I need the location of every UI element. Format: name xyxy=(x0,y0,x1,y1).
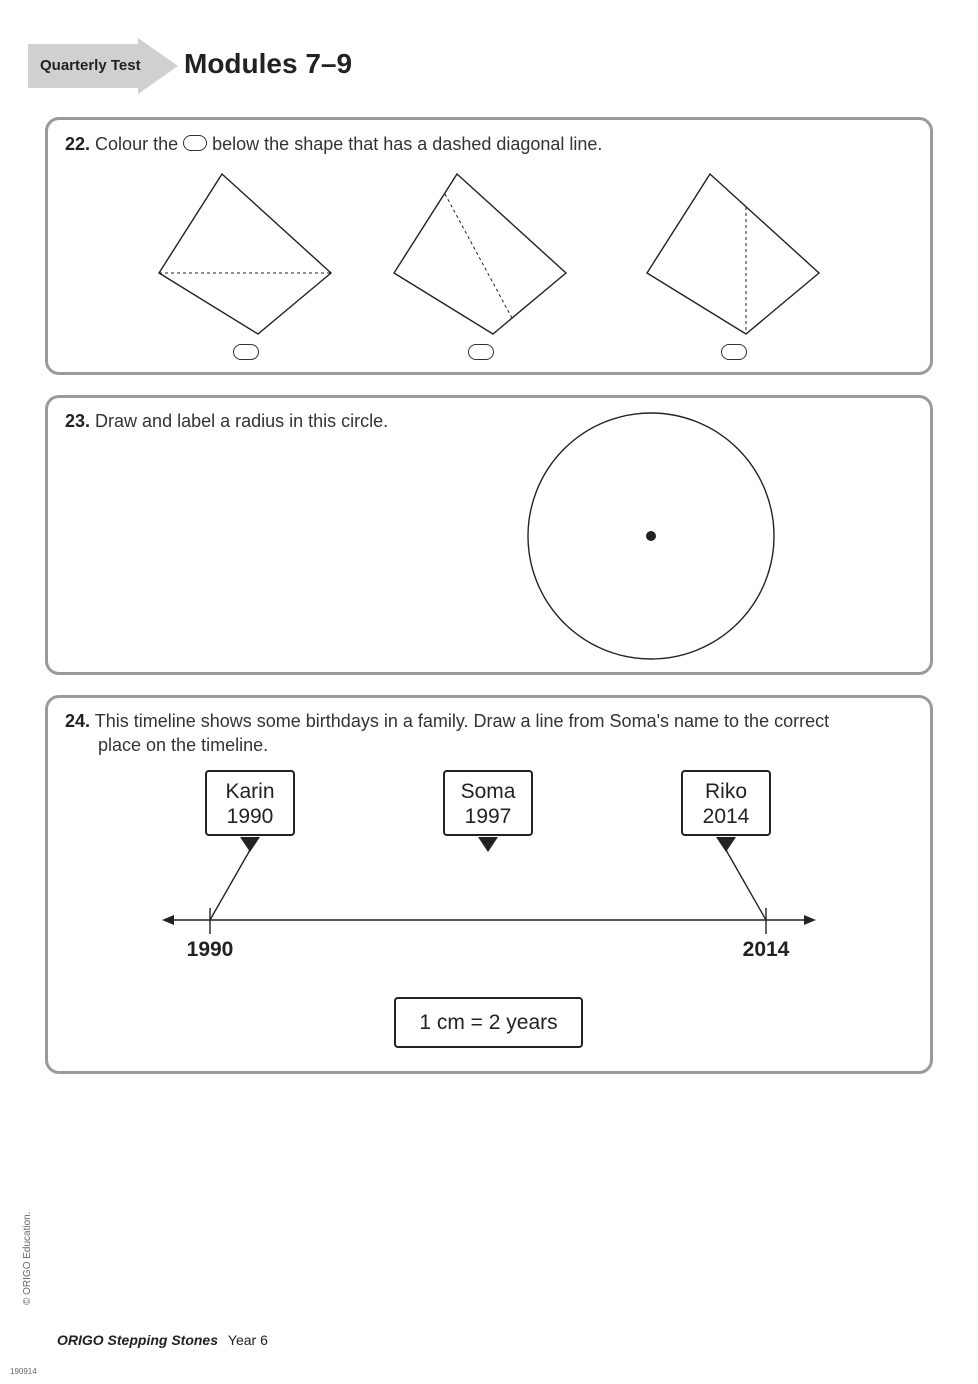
question-23-text: 23. Draw and label a radius in this circle. xyxy=(65,411,389,431)
copyright: © ORIGO Education. xyxy=(22,1211,33,1305)
timeline-left-arrow xyxy=(162,915,174,925)
riko-pointer xyxy=(716,837,736,852)
question-24-text: 24. This timeline shows some birthdays in a family. Draw a line from Soma's name to the correct xyxy=(65,711,830,731)
question-23-number: 23. xyxy=(65,411,91,431)
riko-label: Riko 2014 xyxy=(681,770,771,836)
header-tag: Quarterly Test xyxy=(40,57,141,74)
question-24-number: 24. xyxy=(65,711,91,731)
scale-box: 1 cm = 2 years xyxy=(394,997,583,1048)
question-24-text-line2: place on the timeline. xyxy=(98,735,269,755)
question-22-number: 22. xyxy=(65,134,91,154)
axis-label-start: 1990 xyxy=(186,938,234,961)
page-title: Modules 7–9 xyxy=(184,48,353,79)
question-22-text: 22. Colour the below the shape that has a dashed diagonal line. xyxy=(65,134,603,154)
footer-year: Year 6 xyxy=(227,1332,268,1348)
timeline-right-arrow xyxy=(804,915,816,925)
axis-label-end: 2014 xyxy=(742,938,790,961)
soma-label[interactable]: Soma 1997 xyxy=(443,770,533,836)
soma-pointer xyxy=(478,837,498,852)
karin-pointer xyxy=(240,837,260,852)
footer xyxy=(57,1332,268,1348)
footer-code: 190914 xyxy=(10,1367,37,1376)
footer-brand: ORIGO Stepping Stones xyxy=(57,1332,219,1348)
karin-label: Karin 1990 xyxy=(205,770,295,836)
